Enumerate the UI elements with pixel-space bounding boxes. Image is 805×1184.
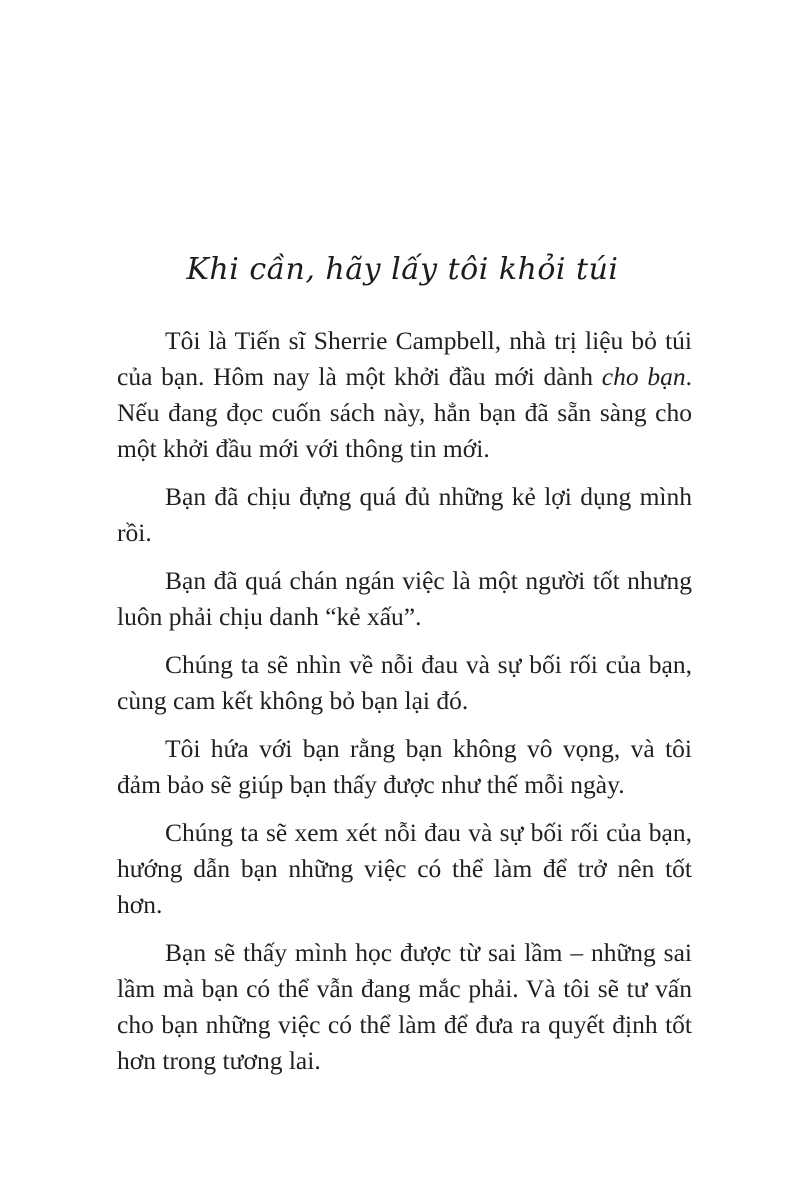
chapter-title: Khi cần, hãy lấy tôi khỏi túi bbox=[186, 252, 619, 287]
body-text bbox=[117, 323, 692, 1091]
paragraph-2: Bạn đã chịu đựng quá đủ những kẻ lợi dụng mình rồi. bbox=[117, 482, 692, 547]
paragraph-1-text-before: Tôi là Tiến sĩ Sherrie Campbell, nhà trị liệu bỏ túi của bạn. Hôm nay là một khởi đầu mới dành bbox=[117, 326, 692, 391]
paragraph-1 bbox=[117, 323, 692, 467]
paragraph-5: Tôi hứa với bạn rằng bạn không vô vọng, và tôi đảm bảo sẽ giúp bạn thấy được như thế mỗi ngày. bbox=[117, 734, 692, 799]
paragraph-1-text-after: . Nếu đang đọc cuốn sách này, hẳn bạn đã sẵn sàng cho một khởi đầu mới với thông tin mới. bbox=[117, 362, 692, 463]
paragraph-4: Chúng ta sẽ nhìn về nỗi đau và sự bối rối của bạn, cùng cam kết không bỏ bạn lại đó. bbox=[117, 650, 692, 715]
paragraph-7: Bạn sẽ thấy mình học được từ sai lầm – những sai lầm mà bạn có thể vẫn đang mắc phải. Và tôi sẽ tư vấn cho bạn những việc có thể làm để đưa ra quyết định tốt hơn trong tương lai. bbox=[117, 938, 692, 1075]
paragraph-1-italic-emphasis: cho bạn bbox=[601, 362, 686, 391]
paragraph-3: Bạn đã quá chán ngán việc là một người tốt nhưng luôn phải chịu danh “kẻ xấu”. bbox=[117, 566, 692, 631]
paragraph-6: Chúng ta sẽ xem xét nỗi đau và sự bối rối của bạn, hướng dẫn bạn những việc có thể làm để trở nên tốt hơn. bbox=[117, 818, 692, 919]
